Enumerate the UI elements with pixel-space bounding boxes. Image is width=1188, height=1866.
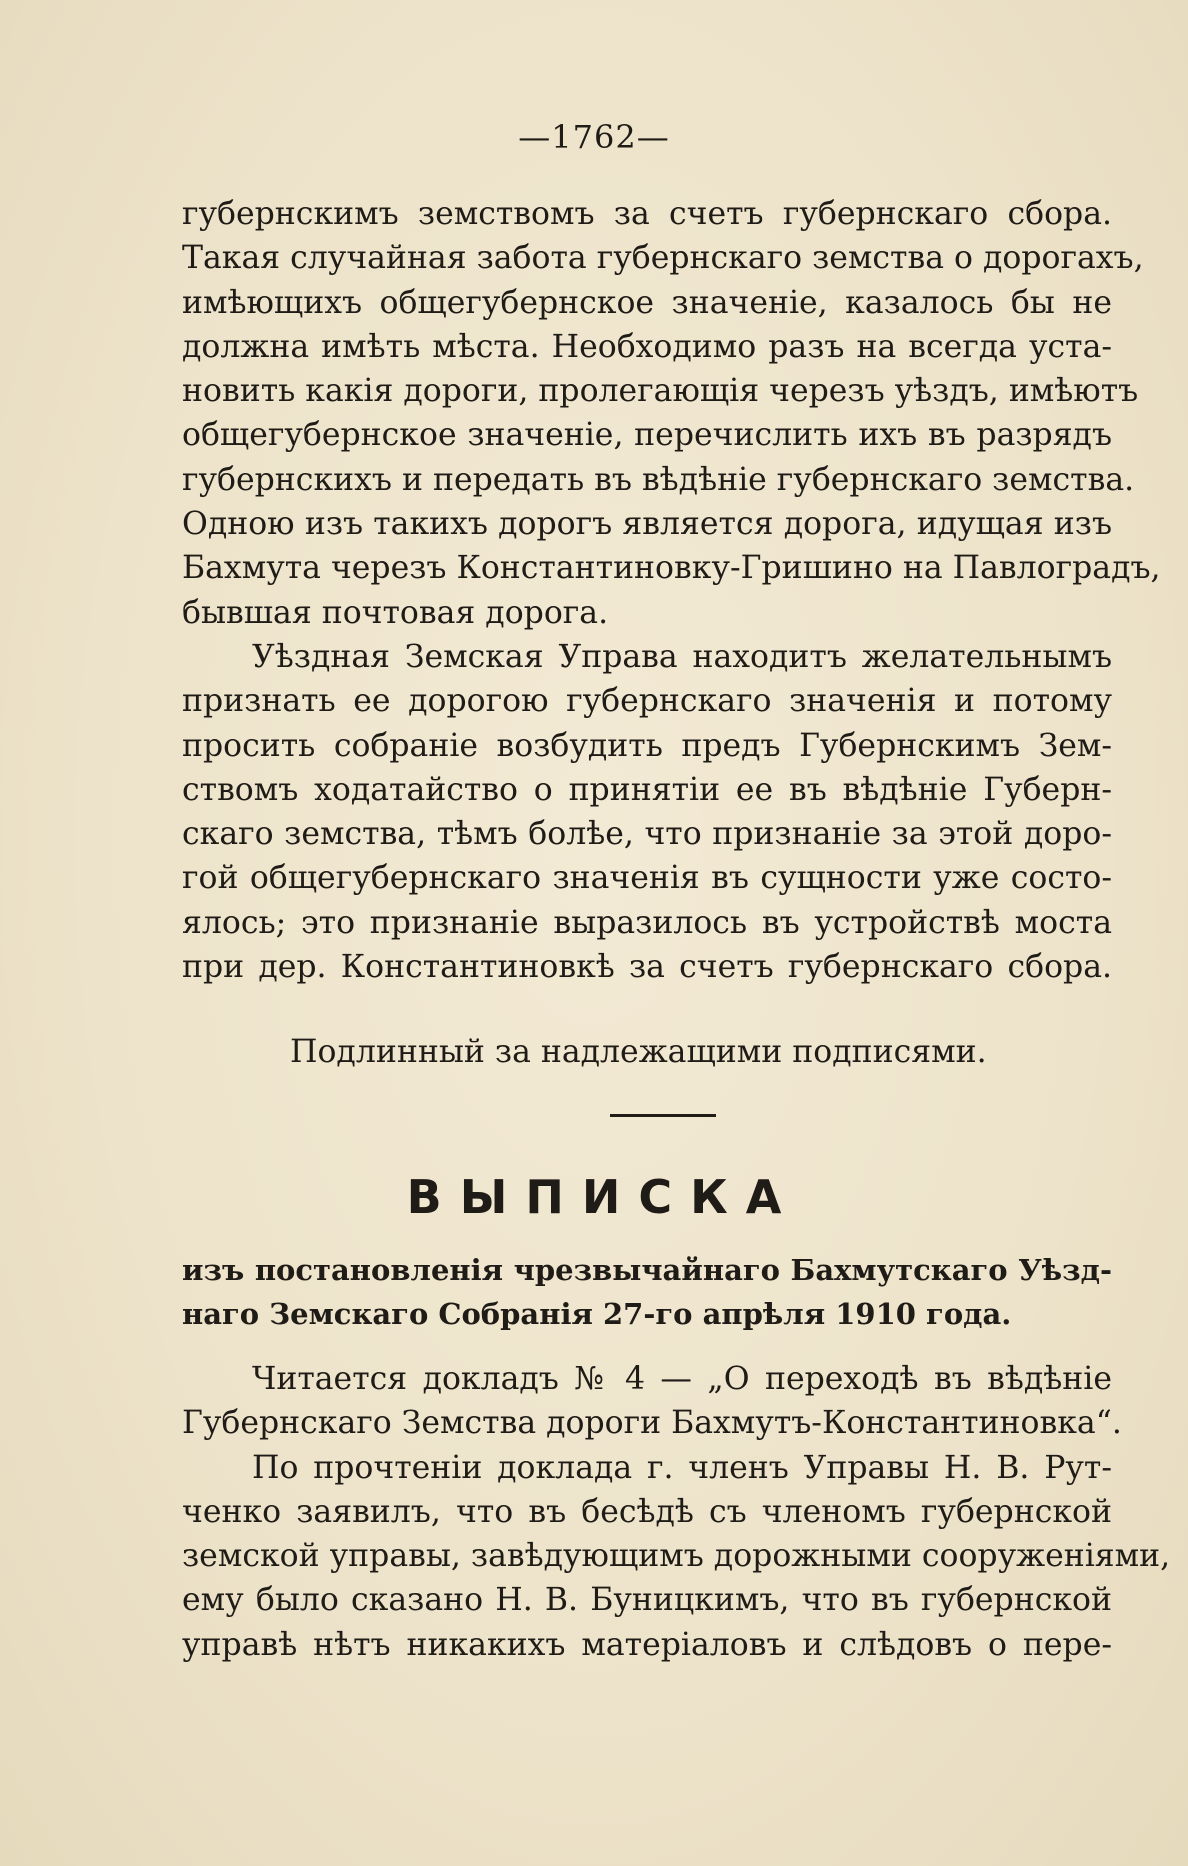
text-line: просить собраніе возбудить предъ Губернскимъ Зем- [182,727,1112,764]
subheading-line: изъ постановленія чрезвычайнаго Бахмутскаго Уѣзд- [182,1253,1112,1287]
section-subheading [182,1248,1112,1337]
section-heading: ВЫПИСКА [406,1170,800,1224]
page-number: —1762— [518,118,670,156]
text-line: при дер. Константиновкѣ за счетъ губернскаго сбора. [182,949,1112,986]
text-line: должна имѣть мѣста. Необходимо разъ на всегда уста- [182,328,1112,365]
text-line: общегубернское значеніе, перечислить ихъ въ разрядъ [182,417,1112,454]
text-line: признать ее дорогою губернскаго значенія и потому [182,683,1112,720]
text-line: земской управы, завѣдующимъ дорожными сооруженіями, [182,1538,1171,1575]
section-divider [610,1114,716,1117]
text-line: ялось; это признаніе выразилось въ устройствѣ моста [182,904,1112,941]
text-line: новить какія дороги, пролегающія черезъ уѣздъ, имѣютъ [182,373,1139,410]
text-line: губернскимъ земствомъ за счетъ губернскаго сбора. [182,196,1112,232]
text-line: Такая случайная забота губернскаго земства о дорогахъ, [182,240,1144,277]
text-line: Одною изъ такихъ дорогъ является дорога, идущая изъ [182,506,1112,543]
text-line: имѣющихъ общегубернское значеніе, казалось бы не [182,284,1112,321]
subheading-line: наго Земскаго Собранія 27-го апрѣля 1910 года. [182,1297,1012,1332]
text-line: Губернскаго Земства дороги Бахмутъ-Константиновка“. [182,1405,1122,1442]
text-line: управѣ нѣтъ никакихъ матеріаловъ и слѣдовъ о пере- [182,1626,1112,1663]
text-line: ствомъ ходатайство о принятіи ее въ вѣдѣніе Губерн- [182,771,1112,808]
upper-text [182,192,1161,989]
text-line: ченко заявилъ, что въ бесѣдѣ съ членомъ губернской [182,1493,1112,1530]
text-line: скаго земства, тѣмъ болѣе, что признаніе за этой доро- [182,816,1112,853]
signature-note: Подлинный за надлежащими подписями. [290,1034,987,1070]
text-line: гой общегубернскаго значенія въ сущности уже состо- [182,860,1112,897]
text-line: Уѣздная Земская Управа находитъ желательнымъ [252,638,1112,675]
text-line: По прочтеніи доклада г. членъ Управы Н. В. Рут- [252,1449,1112,1486]
text-line: губернскихъ и передать въ вѣдѣніе губернскаго земства. [182,461,1135,498]
text-line: Бахмута черезъ Константиновку-Гришино на Павлоградъ, [182,550,1161,587]
text-line: бывшая почтовая дорога. [182,594,609,631]
text-line: Читается докладъ № 4 — „О переходѣ въ вѣдѣніе [252,1361,1112,1397]
text-line: ему было сказано Н. В. Буницкимъ, что въ губернской [182,1582,1112,1619]
lower-text [182,1357,1171,1667]
